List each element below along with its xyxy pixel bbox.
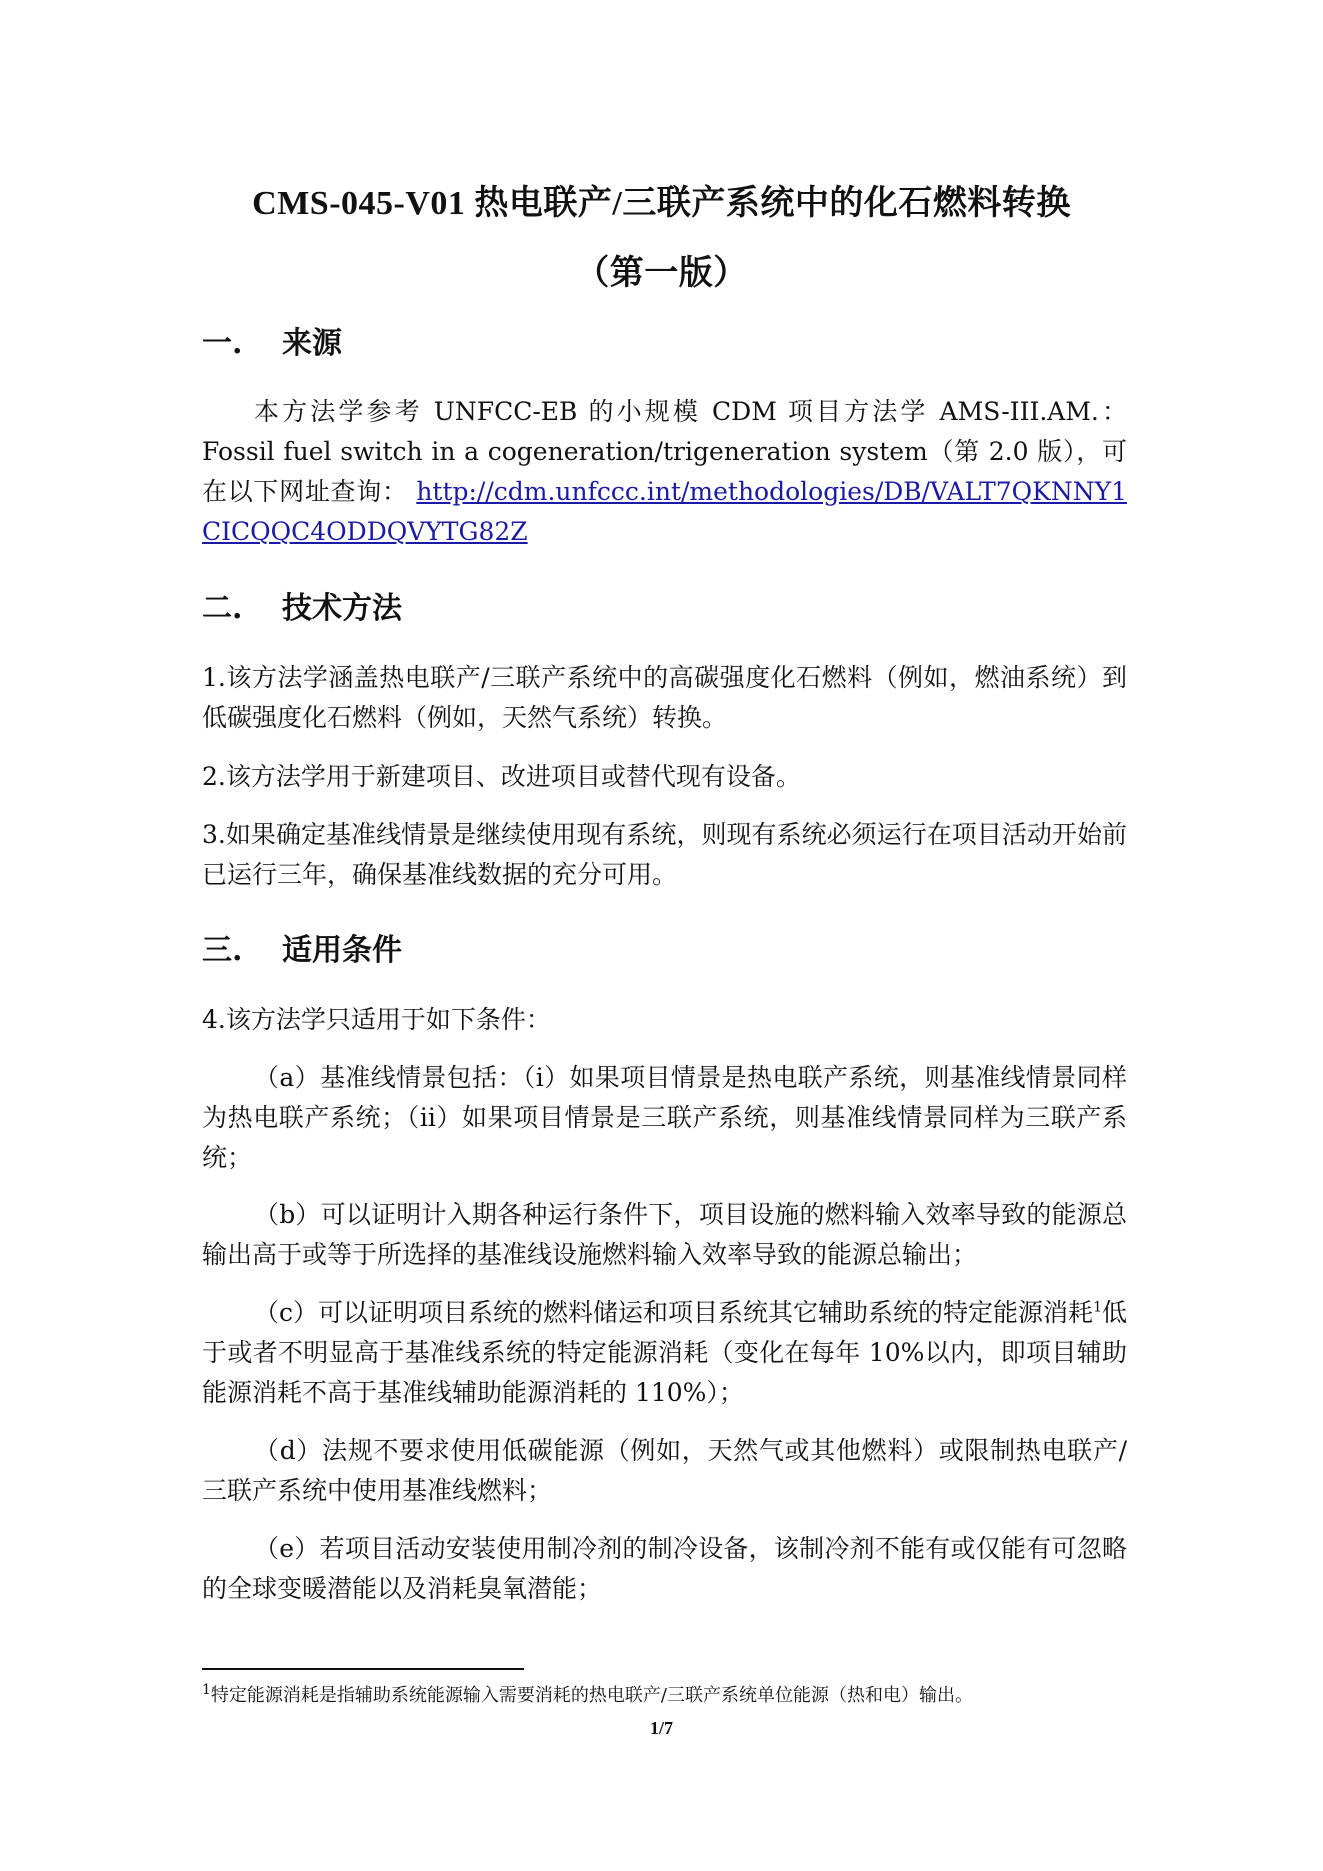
section-heading-source xyxy=(202,318,342,362)
footnote-reference[interactable]: 1 xyxy=(1093,1299,1102,1316)
section-number: 二. xyxy=(202,591,243,626)
condition-c-text-start: （c）可以证明项目系统的燃料储运和项目系统其它辅助系统的特定能源消耗 xyxy=(254,1298,1094,1327)
footnote xyxy=(202,1683,1127,1709)
condition-c-text-end: 低于或者不明显高于基准线系统的特定能源消耗（变化在每年 10%以内，即项目辅助能源消耗不高于基准线辅助能源消耗的 110%）； xyxy=(202,1298,1127,1407)
conditions-intro: 4.该方法学只适用于如下条件： xyxy=(202,1005,551,1034)
footnote-text: 特定能源消耗是指辅助系统能源输入需要消耗的热电联产/三联产系统单位能源（热和电）输出。 xyxy=(210,1685,973,1706)
methodology-link[interactable]: http://cdm.unfccc.int/methodologies/DB/VALT7QKNNY1CICQQC4ODDQVYTG82Z xyxy=(202,477,1127,546)
section-title: 来源 xyxy=(282,326,342,361)
document-version: （第一版） xyxy=(575,255,748,292)
condition-c xyxy=(202,1293,1127,1413)
technical-item-3: 3.如果确定基准线情景是继续使用现有系统，则现有系统必须运行在项目活动开始前已运行三年，确保基准线数据的充分可用。 xyxy=(202,820,1127,889)
section-heading-conditions xyxy=(202,925,402,969)
section-title: 适用条件 xyxy=(282,933,402,968)
condition-d: （d）法规不要求使用低碳能源（例如，天然气或其他燃料）或限制热电联产/三联产系统中使用基准线燃料； xyxy=(202,1436,1127,1505)
footnote-mark: 1 xyxy=(202,1682,211,1698)
technical-item-1: 1.该方法学涵盖热电联产/三联产系统中的高碳强度化石燃料（例如，燃油系统）到低碳强度化石燃料（例如，天然气系统）转换。 xyxy=(202,663,1127,732)
technical-item-2: 2.该方法学用于新建项目、改进项目或替代现有设备。 xyxy=(202,762,801,791)
condition-e: （e）若项目活动安装使用制冷剂的制冷设备，该制冷剂不能有或仅能有可忽略的全球变暖潜能以及消耗臭氧潜能； xyxy=(202,1534,1127,1603)
source-paragraph xyxy=(202,392,1127,552)
document-title: CMS-045-V01 热电联产/三联产系统中的化石燃料转换 xyxy=(252,185,1071,222)
section-number: 一. xyxy=(202,326,243,361)
section-number: 三. xyxy=(202,933,243,968)
footnote-divider xyxy=(202,1668,524,1670)
section-heading-technical xyxy=(202,583,402,627)
condition-b: （b）可以证明计入期各种运行条件下，项目设施的燃料输入效率导致的能源总输出高于或等于所选择的基准线设施燃料输入效率导致的能源总输出； xyxy=(202,1200,1127,1269)
condition-a: （a）基准线情景包括：（i）如果项目情景是热电联产系统，则基准线情景同样为热电联产系统；（ii）如果项目情景是三联产系统，则基准线情景同样为三联产系统； xyxy=(202,1063,1127,1172)
page-number: 1/7 xyxy=(649,1718,673,1738)
source-text: 本方法学参考 UNFCC-EB 的小规模 CDM 项目方法学 AMS-III.AM.：Fossil fuel switch in a cogeneration/trigeneration system（第 2.0 版），可在以下网址查询： xyxy=(202,397,1127,506)
section-title: 技术方法 xyxy=(282,591,402,626)
